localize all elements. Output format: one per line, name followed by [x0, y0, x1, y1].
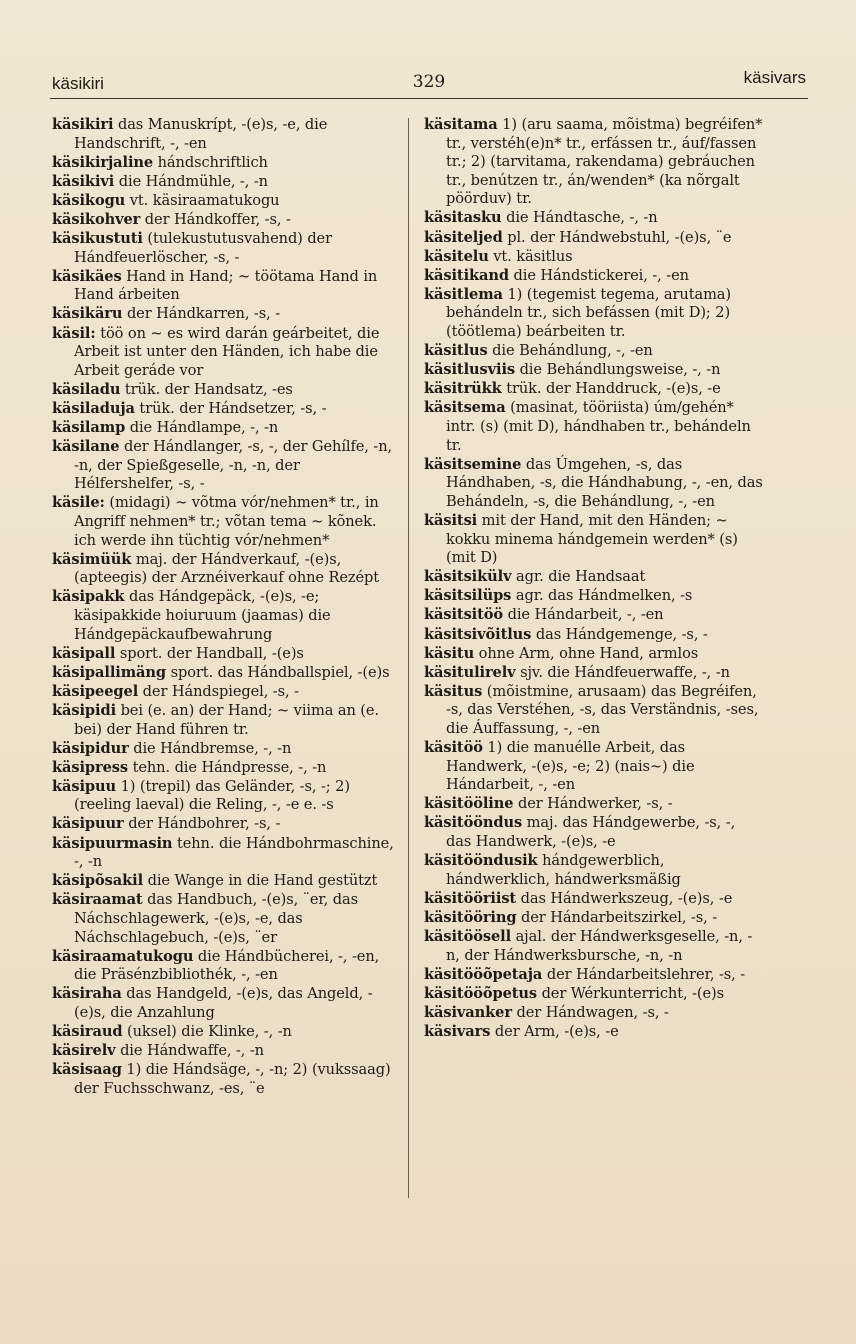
- dictionary-entry: [424, 966, 764, 985]
- entry-headword: käsilane: [52, 438, 120, 456]
- dictionary-entry: [424, 626, 764, 645]
- entry-headword: käsitlema: [424, 285, 503, 303]
- dictionary-entry: [424, 1023, 764, 1042]
- entry-headword: käsitama: [424, 116, 498, 133]
- dictionary-entry: [52, 1042, 398, 1061]
- entry-definition: hándschriftlich: [153, 153, 268, 171]
- entry-definition: (uksel) die Klinke, -, -n: [122, 1023, 292, 1040]
- entry-headword: käsipuur: [52, 815, 124, 833]
- entry-headword: käsikustuti: [52, 230, 143, 248]
- entry-definition: vt. käsitlus: [488, 247, 573, 265]
- entry-headword: käsitsitöö: [424, 606, 504, 624]
- entry-headword: käsikäes: [52, 267, 122, 285]
- dictionary-entry: [52, 1023, 398, 1042]
- entry-definition: (mõistmine, arusaam) das Begréifen, -s, das Verstéhen, -s, das Verständnis, -ses, die Áuffassung, -, -en: [446, 682, 759, 737]
- entry-definition: die Hándstickerei, -, -en: [509, 266, 689, 284]
- dictionary-entry: [52, 154, 398, 173]
- entry-headword: käsitu: [424, 644, 475, 662]
- dictionary-entry: [424, 286, 764, 342]
- entry-definition: die Hándbücherei, -, -en, die Präsénzbibliothék, -, -en: [74, 947, 380, 984]
- left-column: [52, 116, 398, 1099]
- entry-headword: käsipress: [52, 758, 129, 776]
- dictionary-entry: [52, 891, 398, 947]
- entry-headword: käsitööline: [424, 795, 514, 813]
- dictionary-entry: [52, 645, 398, 664]
- dictionary-entry: [52, 683, 398, 702]
- dictionary-entry: [424, 928, 764, 965]
- dictionary-entry: [424, 645, 764, 664]
- dictionary-entry: [52, 419, 398, 438]
- entry-headword: käsitsikülv: [424, 568, 512, 586]
- dictionary-entry: [52, 116, 398, 153]
- entry-headword: käsipõsakil: [52, 872, 144, 890]
- entry-definition: 1) die manuélle Arbeit, das Handwerk, -(e)s, -e; 2) (nais~) die Hándarbeit, -, -en: [446, 739, 695, 794]
- dictionary-entry: [424, 739, 764, 795]
- entry-definition: das Manuskrípt, -(e)s, -e, die Handschrift, -, -en: [74, 116, 328, 152]
- dictionary-entry: [424, 229, 764, 248]
- entry-definition: 1) (tegemist tegema, arutama) behándeln tr., sich befássen (mit D); 2) (töötlema) beárbeiten tr.: [446, 285, 732, 341]
- entry-definition: 1) die Hándsäge, -, -n; 2) (vukssaag) der Fuchsschwanz, -es, ¨e: [74, 1061, 391, 1097]
- entry-definition: maj. der Hándverkauf, -(e)s, (apteegis) der Arznéiverkauf ohne Rezépt: [74, 550, 380, 587]
- entry-headword: käsitsema: [424, 399, 506, 417]
- entry-headword: käsipall: [52, 644, 116, 662]
- entry-definition: der Hándarbeitszirkel, -s, -: [516, 908, 718, 926]
- dictionary-entry: [52, 551, 398, 588]
- entry-definition: das Úmgehen, -s, das Hándhaben, -s, die Hándhabung, -, -en, das Behándeln, -s, die Behándlung, -, -en: [446, 455, 763, 510]
- dictionary-entry: [424, 380, 764, 399]
- entry-headword: käsiraamatukogu: [52, 947, 194, 965]
- entry-definition: 1) (aru saama, mõistma) begréifen* tr., verstéh(e)n* tr., erfássen tr., áuf/fassen tr.; 2) (tarvitama, rakendama) gebráuchen tr., benútzen tr., án/wenden* (ka nõrgalt pöörduv) tr.: [446, 116, 763, 208]
- dictionary-entry: [52, 1061, 398, 1098]
- entry-definition: Hand in Hand; ~ töötama Hand in Hand árbeiten: [74, 267, 378, 304]
- dictionary-entry: [424, 664, 764, 683]
- dictionary-entry: [424, 568, 764, 587]
- entry-definition: (masinat, tööriista) úm/gehén* intr. (s) (mit D), hándhaben tr., behándeln tr.: [446, 399, 751, 454]
- entry-headword: käsitööring: [424, 908, 517, 926]
- entry-definition: pl. der Hándwebstuhl, -(e)s, ¨e: [502, 228, 732, 246]
- dictionary-entry: [424, 852, 764, 889]
- entry-definition: hándgewerblich, hándwerklich, hándwerksmäßig: [446, 852, 681, 888]
- dictionary-entry: [424, 342, 764, 361]
- dictionary-entry: [52, 438, 398, 494]
- entry-headword: käsitöösell: [424, 928, 512, 946]
- entry-definition: 1) (trepil) das Geländer, -s, -; 2) (reeling laeval) die Reling, -, -e e. -s: [74, 777, 350, 814]
- dictionary-entry: [52, 948, 398, 985]
- dictionary-entry: [52, 985, 398, 1022]
- entry-definition: die Behándlung, -, -en: [487, 342, 653, 360]
- dictionary-entry: [52, 268, 398, 305]
- dictionary-entry: [424, 683, 764, 739]
- dictionary-entry: [424, 456, 764, 512]
- entry-headword: käsitlusviis: [424, 361, 516, 379]
- entry-headword: käsiraud: [52, 1023, 123, 1040]
- dictionary-entry: [424, 209, 764, 228]
- entry-headword: käsitöö: [424, 739, 483, 757]
- entry-definition: das Hándgepäck, -(e)s, -e; käsipakkide hoiuruum (jaamas) die Hándgepäckaufbewahrung: [74, 588, 331, 643]
- entry-definition: sport. der Handball, -(e)s: [115, 644, 304, 662]
- entry-definition: der Hándarbeitslehrer, -s, -: [542, 965, 746, 983]
- entry-headword: käsikohver: [52, 210, 141, 228]
- entry-definition: ohne Arm, ohne Hand, armlos: [474, 644, 699, 662]
- entry-headword: käsitsivõitlus: [424, 625, 532, 643]
- entry-headword: käsipuurmasin: [52, 834, 173, 852]
- entry-definition: die Hándlampe, -, -n: [125, 419, 279, 436]
- dictionary-entry: [52, 872, 398, 891]
- column-divider: [408, 118, 409, 1198]
- entry-headword: käsipakk: [52, 588, 125, 606]
- entry-definition: vt. käsiraamatukogu: [125, 191, 280, 209]
- dictionary-entry: [424, 606, 764, 625]
- entry-headword: käsimüük: [52, 550, 132, 568]
- dictionary-entry: [424, 512, 764, 568]
- dictionary-entry: [424, 116, 764, 209]
- dictionary-entry: [424, 267, 764, 286]
- dictionary-entry: [424, 985, 764, 1004]
- entry-headword: käsikivi: [52, 172, 115, 190]
- entry-headword: käsitasku: [424, 209, 502, 227]
- entry-headword: käsile:: [52, 494, 105, 512]
- entry-definition: trük. der Hándsetzer, -s, -: [134, 399, 327, 417]
- entry-definition: töö on ~ es wird darán geárbeitet, die Arbeit ist unter den Händen, ich habe die Arbeit geráde vor: [74, 324, 380, 379]
- dictionary-entry: [52, 702, 398, 739]
- entry-definition: (midagi) ~ võtma vór/nehmen* tr., in Angriff nehmen* tr.; võtan tema ~ kõnek. ich werde ihn tüchtig vór/nehmen*: [74, 494, 379, 549]
- dictionary-entry: [52, 381, 398, 400]
- entry-headword: käsivars: [424, 1023, 491, 1040]
- dictionary-entry: [52, 759, 398, 778]
- entry-definition: der Arm, -(e)s, -e: [490, 1023, 619, 1040]
- entry-headword: käsikogu: [52, 191, 126, 209]
- dictionary-entry: [424, 1004, 764, 1023]
- entry-definition: trük. der Handdruck, -(e)s, -e: [501, 380, 721, 398]
- entry-headword: käsiraamat: [52, 891, 143, 909]
- entry-definition: das Handbuch, -(e)s, ¨er, das Náchschlagewerk, -(e)s, -e, das Náchschlagebuch, -(e)s, ¨er: [74, 891, 358, 946]
- dictionary-entry: [424, 361, 764, 380]
- right-column: [424, 116, 764, 1042]
- entry-headword: käsitööndusik: [424, 852, 538, 870]
- entry-headword: käsiladu: [52, 380, 121, 398]
- entry-definition: ajal. der Hándwerksgeselle, -n, -n, der Hándwerksbursche, -n, -n: [446, 928, 753, 964]
- entry-definition: agr. das Hándmelken, -s: [511, 587, 693, 605]
- entry-definition: der Hándkoffer, -s, -: [140, 210, 291, 228]
- entry-definition: (tulekustutusvahend) der Hándfeuerlöscher, -s, -: [74, 230, 332, 266]
- header-last-word: käsivars: [743, 68, 806, 87]
- entry-headword: käsikäru: [52, 305, 123, 323]
- entry-headword: käsitlus: [424, 342, 488, 360]
- entry-headword: käsitööõpetus: [424, 984, 538, 1002]
- entry-headword: käsivanker: [424, 1003, 512, 1021]
- entry-headword: käsipallimäng: [52, 663, 167, 681]
- entry-definition: die Hándarbeit, -, -en: [503, 606, 664, 624]
- entry-headword: käsitikand: [424, 266, 509, 284]
- dictionary-entry: [424, 814, 764, 851]
- entry-definition: der Wérkunterricht, -(e)s: [537, 984, 725, 1002]
- entry-headword: käsiladuja: [52, 399, 135, 417]
- dictionary-entry: [52, 815, 398, 834]
- entry-headword: käsiteljed: [424, 228, 503, 246]
- dictionary-entry: [52, 173, 398, 192]
- entry-definition: sjv. die Hándfeuerwaffe, -, -n: [515, 663, 730, 681]
- entry-headword: käsitsemine: [424, 455, 522, 473]
- dictionary-entry: [52, 778, 398, 815]
- entry-definition: die Hándwaffe, -, -n: [115, 1042, 264, 1060]
- dictionary-entry: [424, 909, 764, 928]
- entry-definition: sport. das Hándballspiel, -(e)s: [166, 663, 390, 681]
- dictionary-entry: [52, 740, 398, 759]
- entry-definition: der Hándwerker, -s, -: [513, 795, 673, 813]
- entry-definition: die Wange in die Hand gestützt: [143, 872, 378, 890]
- dictionary-entry: [52, 400, 398, 419]
- entry-headword: käsipuu: [52, 777, 117, 795]
- entry-headword: käsiraha: [52, 985, 122, 1003]
- entry-definition: tehn. die Hándpresse, -, -n: [128, 758, 327, 776]
- entry-headword: käsitööõpetaja: [424, 965, 543, 983]
- entry-headword: käsisaag: [52, 1061, 122, 1079]
- entry-headword: käsitelu: [424, 247, 489, 265]
- entry-headword: käsipidur: [52, 739, 129, 757]
- entry-headword: käsil:: [52, 324, 96, 342]
- dictionary-entry: [52, 192, 398, 211]
- entry-definition: der Hándspiegel, -s, -: [138, 682, 299, 700]
- entry-definition: agr. die Handsaat: [511, 568, 646, 586]
- page-header: [50, 70, 808, 99]
- entry-definition: die Hándmühle, -, -n: [114, 172, 268, 190]
- entry-definition: der Hándlanger, -s, -, der Gehílfe, -n, -n, der Spießgeselle, -n, -n, der Hélfershelfer, -s, -: [74, 438, 393, 493]
- entry-definition: der Hándwagen, -s, -: [511, 1003, 669, 1021]
- dictionary-entry: [52, 305, 398, 324]
- entry-headword: käsilamp: [52, 419, 126, 436]
- entry-definition: maj. das Hándgewerbe, -s, -, das Handwerk, -(e)s, -e: [446, 814, 736, 851]
- entry-definition: das Hándgemenge, -s, -: [531, 625, 708, 643]
- entry-headword: käsitsi: [424, 511, 478, 529]
- entry-definition: tehn. die Hándbohrmaschine, -, -n: [74, 834, 394, 871]
- entry-definition: der Hándkarren, -s, -: [122, 305, 281, 323]
- entry-headword: käsitsilüps: [424, 587, 512, 605]
- dictionary-entry: [52, 835, 398, 872]
- entry-definition: die Hándtasche, -, -n: [501, 209, 658, 227]
- entry-definition: der Hándbohrer, -s, -: [123, 815, 281, 833]
- dictionary-entry: [424, 795, 764, 814]
- dictionary-entry: [52, 211, 398, 230]
- page-number: 329: [412, 72, 446, 92]
- entry-definition: das Handgeld, -(e)s, das Angeld, -(e)s, die Anzahlung: [74, 985, 373, 1021]
- entry-headword: käsitrükk: [424, 380, 502, 398]
- dictionary-entry: [52, 230, 398, 267]
- entry-headword: käsikirjaline: [52, 153, 154, 171]
- entry-headword: käsitööriist: [424, 889, 517, 907]
- dictionary-entry: [424, 399, 764, 455]
- entry-headword: käsitus: [424, 682, 483, 700]
- entry-definition: mit der Hand, mit den Händen; ~ kokku minema hándgemein werden* (s) (mit D): [446, 511, 738, 567]
- dictionary-entry: [424, 587, 764, 606]
- entry-definition: trük. der Handsatz, -es: [120, 380, 293, 398]
- dictionary-entry: [52, 494, 398, 550]
- dictionary-entry: [52, 664, 398, 683]
- dictionary-entry: [424, 248, 764, 267]
- dictionary-entry: [424, 890, 764, 909]
- entry-definition: das Hándwerkszeug, -(e)s, -e: [516, 889, 733, 907]
- entry-headword: käsikiri: [52, 116, 114, 133]
- entry-headword: käsitulirelv: [424, 663, 516, 681]
- dictionary-entry: [52, 325, 398, 381]
- entry-headword: käsipidi: [52, 701, 117, 719]
- entry-definition: die Behándlungsweise, -, -n: [515, 361, 721, 379]
- entry-headword: käsipeegel: [52, 682, 139, 700]
- entry-headword: käsirelv: [52, 1042, 116, 1060]
- dictionary-entry: [52, 588, 398, 644]
- entry-headword: käsitööndus: [424, 814, 523, 832]
- header-first-word: käsikiri: [52, 74, 104, 93]
- entry-definition: bei (e. an) der Hand; ~ viima an (e. bei) der Hand führen tr.: [74, 701, 379, 738]
- entry-definition: die Hándbremse, -, -n: [128, 739, 292, 757]
